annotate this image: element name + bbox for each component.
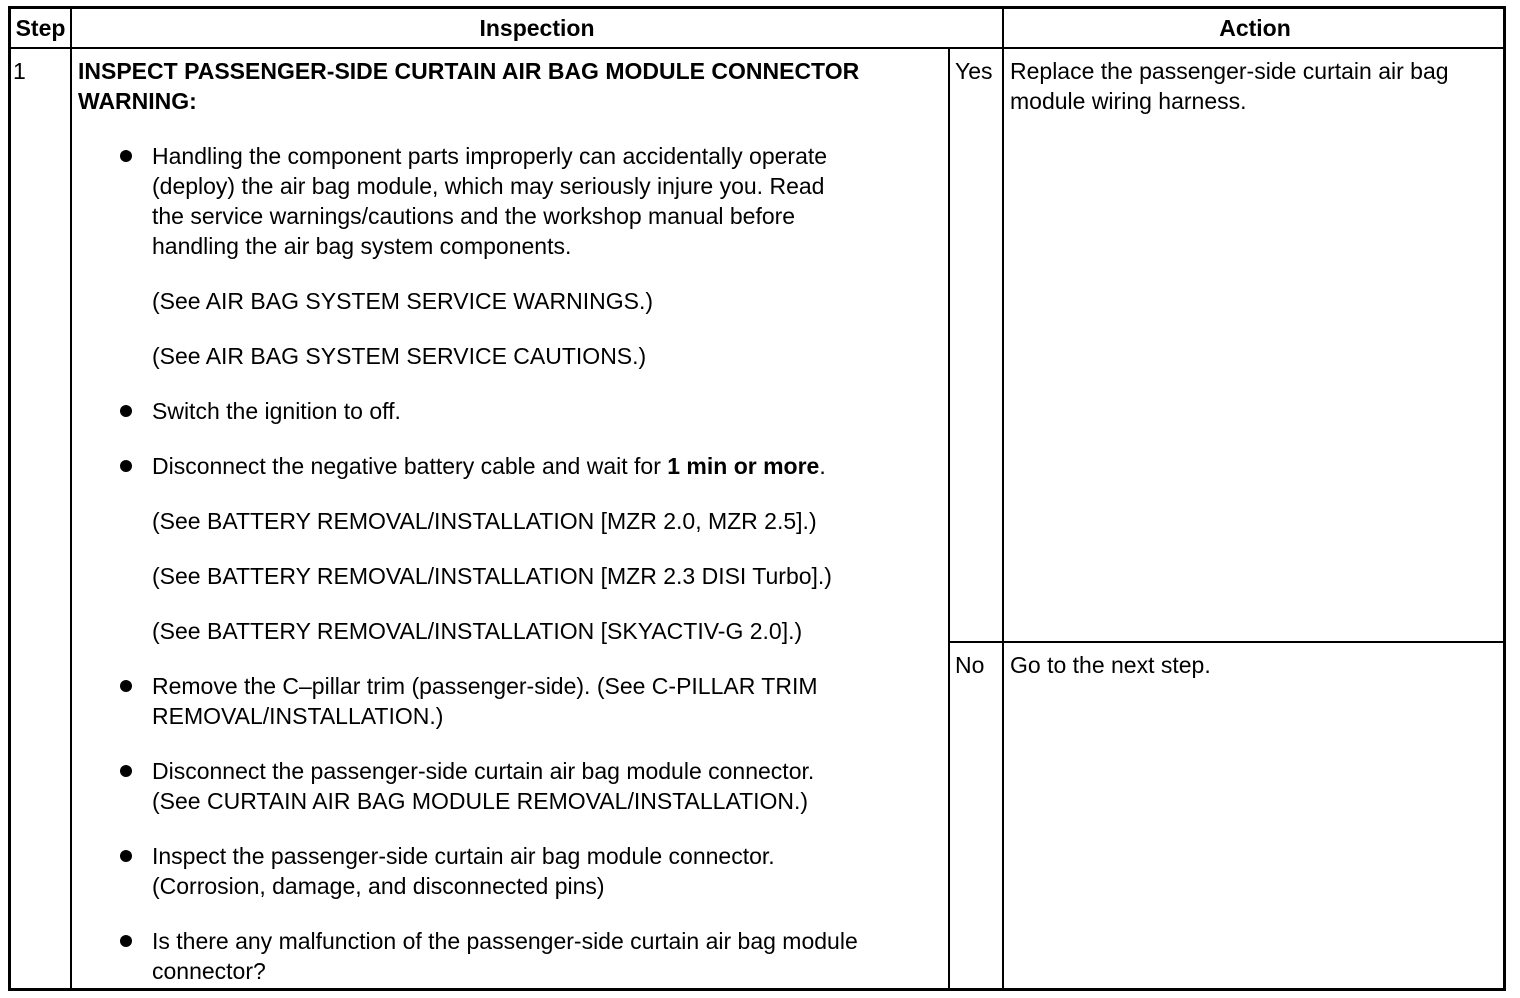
warning-text-line: (deploy) the air bag module, which may seriously injure you. Read — [152, 173, 825, 199]
warning-text-line: handling the air bag system components. — [152, 233, 572, 259]
see-battery-reference: (See BATTERY REMOVAL/INSTALLATION [MZR 2.0, MZR 2.5].) — [152, 508, 817, 534]
step-column-divider — [70, 6, 72, 991]
action-header: Action — [1219, 15, 1291, 41]
no-action: Go to the next step. — [1010, 652, 1211, 678]
yes-label: Yes — [955, 58, 993, 84]
inspection-question: Is there any malfunction of the passenger-side curtain air bag module — [152, 928, 858, 954]
bullet-icon — [120, 405, 132, 417]
result-column-divider — [948, 47, 950, 991]
yes-action: module wiring harness. — [1010, 88, 1247, 114]
warning-label: WARNING: — [78, 88, 197, 114]
inspection-action-divider — [1002, 6, 1004, 991]
switch-ignition-step: Switch the ignition to off. — [152, 398, 401, 424]
see-battery-reference: (See BATTERY REMOVAL/INSTALLATION [SKYACTIV-G 2.0].) — [152, 618, 803, 644]
inspection-header: Inspection — [479, 15, 595, 41]
step-number: 1 — [13, 58, 26, 84]
yes-no-divider — [948, 641, 1506, 643]
inspect-connector-detail: (Corrosion, damage, and disconnected pins) — [152, 873, 605, 899]
wait-time: 1 min or more — [667, 453, 820, 479]
remove-trim-step: Remove the C–pillar trim (passenger-side). (See C-PILLAR TRIM — [152, 673, 818, 699]
header-divider — [8, 47, 1506, 49]
see-cautions-reference: (See AIR BAG SYSTEM SERVICE CAUTIONS.) — [152, 343, 647, 369]
bullet-icon — [120, 765, 132, 777]
disconnect-battery-step — [152, 451, 826, 481]
disconnect-battery-text: Disconnect the negative battery cable and wait for — [152, 453, 668, 479]
disconnect-connector-step: Disconnect the passenger-side curtain air bag module connector. — [152, 758, 815, 784]
warning-text-line: Handling the component parts improperly can accidentally operate — [152, 143, 828, 169]
yes-action: Replace the passenger-side curtain air bag — [1010, 58, 1449, 84]
bullet-icon — [120, 850, 132, 862]
bullet-icon — [120, 680, 132, 692]
sentence-end: . — [819, 453, 826, 479]
disconnect-connector-reference: (See CURTAIN AIR BAG MODULE REMOVAL/INSTALLATION.) — [152, 788, 809, 814]
remove-trim-reference: REMOVAL/INSTALLATION.) — [152, 703, 444, 729]
inspection-question: connector? — [152, 958, 266, 984]
see-battery-reference: (See BATTERY REMOVAL/INSTALLATION [MZR 2.3 DISI Turbo].) — [152, 563, 832, 589]
inspection-title: INSPECT PASSENGER-SIDE CURTAIN AIR BAG MODULE CONNECTOR — [78, 58, 860, 84]
no-label: No — [955, 652, 985, 678]
inspect-connector-step: Inspect the passenger-side curtain air bag module connector. — [152, 843, 775, 869]
bullet-icon — [120, 460, 132, 472]
step-header: Step — [15, 15, 66, 41]
bullet-icon — [120, 935, 132, 947]
warning-text-line: the service warnings/cautions and the workshop manual before — [152, 203, 796, 229]
see-warnings-reference: (See AIR BAG SYSTEM SERVICE WARNINGS.) — [152, 288, 654, 314]
bullet-icon — [120, 150, 132, 162]
